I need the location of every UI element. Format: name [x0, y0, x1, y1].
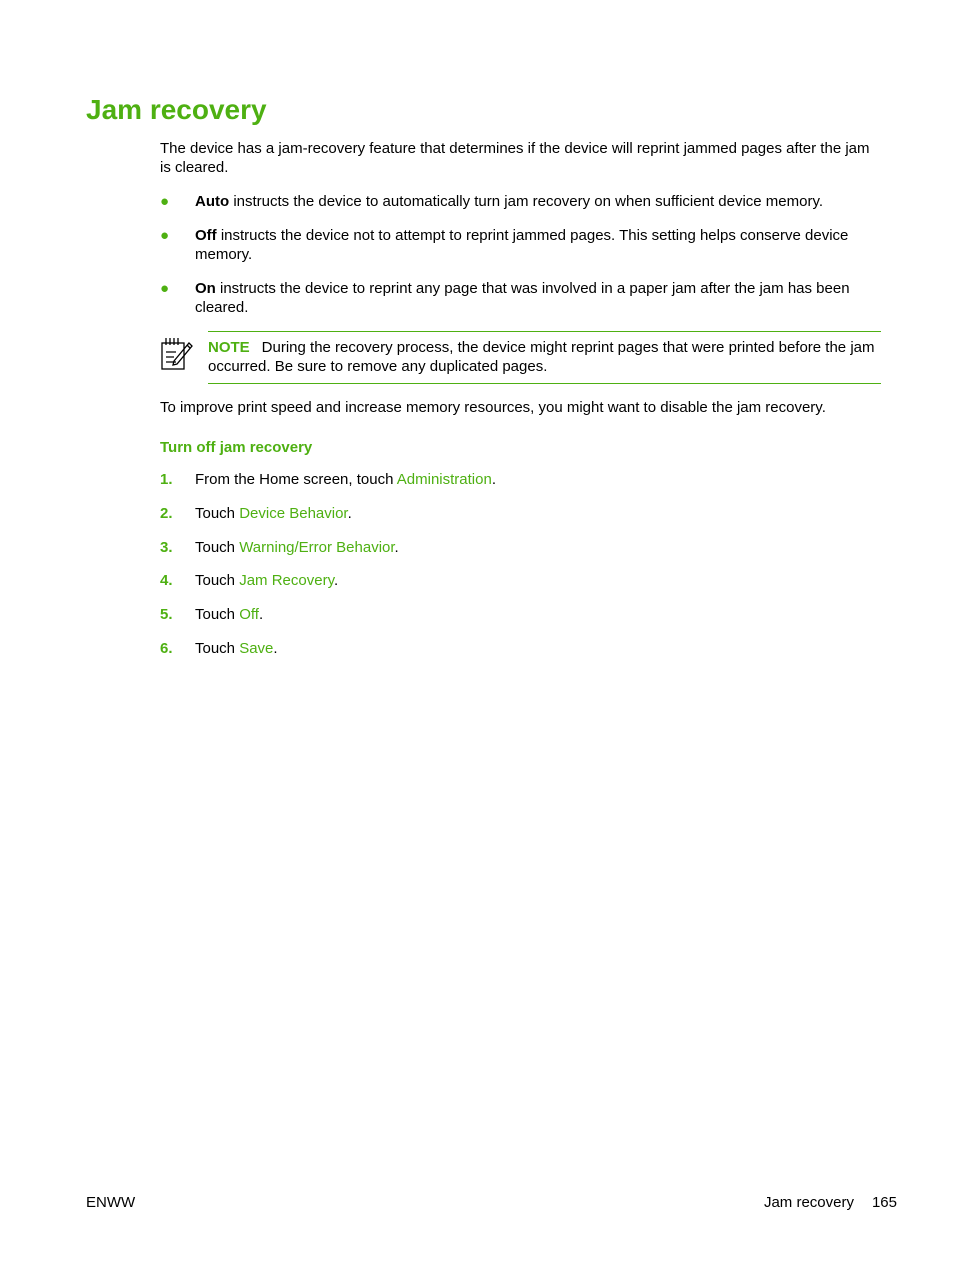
step-suffix: .: [394, 539, 399, 556]
list-item-term: On: [195, 280, 216, 297]
list-item-term: Off: [195, 227, 217, 244]
step-number: 6.: [160, 640, 173, 657]
procedure-heading: Turn off jam recovery: [160, 439, 313, 456]
step-suffix: .: [258, 606, 264, 623]
list-item-description: instructs the device to automatically turn jam recovery on when sufficient device memory.: [229, 193, 824, 210]
footer-left-label: ENWW: [86, 1194, 136, 1211]
note-top-rule: [208, 331, 881, 332]
list-item-description: instructs the device to reprint any page that was involved in a paper jam after the jam has been cleared.: [195, 280, 850, 316]
warning-error-behavior-link[interactable]: Warning/Error Behavior: [239, 539, 395, 556]
step-prefix: From the Home screen, touch: [195, 471, 397, 488]
off-link[interactable]: Off: [239, 606, 259, 623]
note-label: NOTE: [208, 339, 250, 356]
step-number: 2.: [160, 505, 173, 522]
step-prefix: Touch: [195, 606, 240, 623]
bullet-icon: ●: [160, 280, 170, 297]
step-number: 4.: [160, 572, 173, 589]
administration-link[interactable]: Administration: [396, 471, 492, 488]
intro-paragraph: The device has a jam-recovery feature that determines if the device will reprint jammed pages after the jam is cleared.: [160, 140, 870, 176]
list-item: [160, 192, 884, 211]
step-text: [195, 639, 884, 658]
jam-recovery-link[interactable]: Jam Recovery: [239, 572, 334, 589]
page-number: 165: [871, 1194, 897, 1211]
step-prefix: Touch: [195, 572, 240, 589]
step-item: [160, 470, 884, 489]
step-item: [160, 605, 884, 624]
step-text: [195, 504, 884, 523]
footer-right: [764, 1193, 897, 1212]
step-suffix: .: [273, 640, 278, 657]
note-text: [208, 338, 881, 376]
step-item: [160, 504, 884, 523]
step-suffix: .: [491, 471, 496, 488]
step-item: [160, 538, 884, 557]
step-item: [160, 571, 884, 590]
note-box: [160, 331, 881, 384]
note-body: During the recovery process, the device might reprint pages that were printed before the jam occurred. Be sure to remove any duplicated pages.: [208, 339, 875, 375]
bullet-icon: ●: [160, 227, 170, 244]
save-link[interactable]: Save: [239, 640, 274, 657]
step-prefix: Touch: [195, 539, 240, 556]
note-pad-icon: [160, 335, 194, 371]
list-item-text: [195, 192, 884, 211]
list-item-term: Auto: [195, 193, 230, 210]
step-number: 1.: [160, 471, 173, 488]
step-text: [195, 470, 884, 489]
step-suffix: .: [347, 505, 352, 522]
list-item-text: [195, 279, 884, 317]
improve-paragraph: To improve print speed and increase memory resources, you might want to disable the jam recovery.: [160, 399, 826, 416]
list-item: [160, 226, 884, 264]
step-suffix: .: [333, 572, 339, 589]
step-prefix: Touch: [195, 640, 240, 657]
step-number: 3.: [160, 539, 173, 556]
list-item-description: instructs the device not to attempt to reprint jammed pages. This setting helps conserve device memory.: [195, 227, 849, 263]
note-bottom-rule: [208, 383, 881, 384]
step-text: [195, 605, 884, 624]
footer-section-title: Jam recovery: [763, 1194, 854, 1211]
step-text: [195, 538, 884, 557]
list-item-text: [195, 226, 884, 264]
page-title: Jam recovery: [86, 94, 267, 125]
device-behavior-link[interactable]: Device Behavior: [239, 505, 348, 522]
bullet-icon: ●: [160, 193, 170, 210]
step-text: [195, 571, 884, 590]
step-number: 5.: [160, 606, 173, 623]
step-item: [160, 639, 884, 658]
list-item: [160, 279, 884, 317]
step-prefix: Touch: [195, 505, 240, 522]
